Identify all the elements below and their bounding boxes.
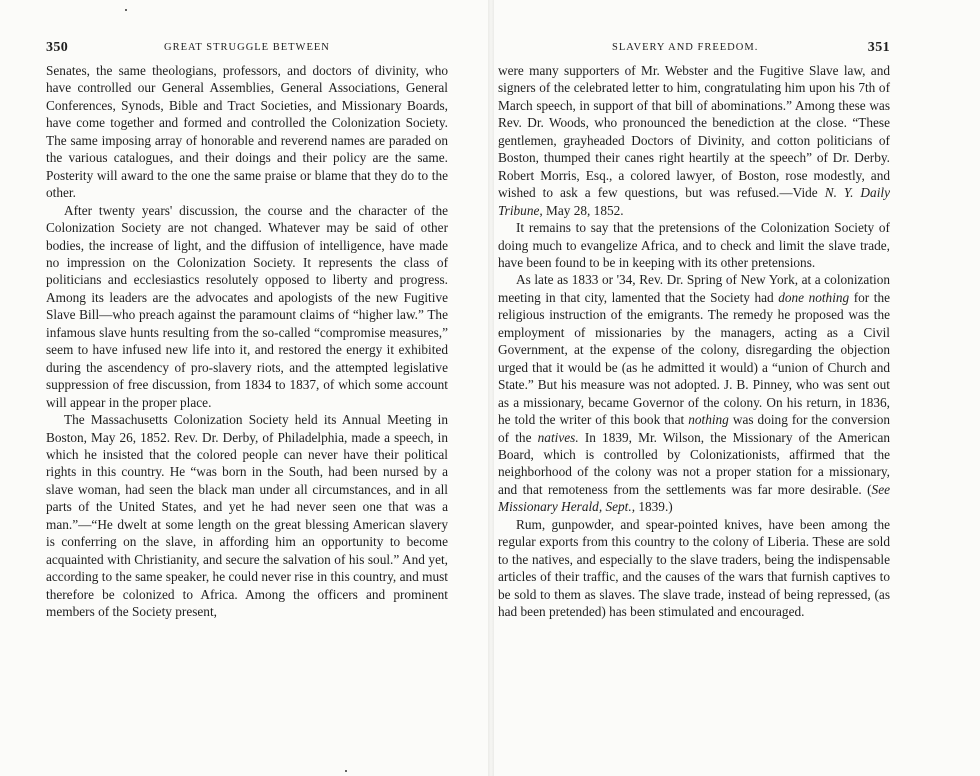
right-running-head: SLAVERY AND FREEDOM. [612,42,759,53]
text-run: In 1839, Mr. Wilson, the Missionary of the American Board, which is controlled by Colonizationists, affirmed that the neighborhood of the colony was not a proper station for a missionary, and that remoteness from the settlements was far more desirable. ( [498,429,890,497]
left-running-head: GREAT STRUGGLE BETWEEN [164,42,330,53]
paragraph [498,271,890,515]
left-page [46,40,448,621]
text-run: As late as 1833 or '34, Rev. Dr. Spring of New York, at a colonization meeting in that city, lamented that the Society had [498,272,890,305]
italic-run: natives. [537,429,579,445]
paragraph: After twenty years' discussion, the course and the character of the Colonization Society are not changed. Whatever may be said of other bodies, the increase of light, and the diffusion of intelligence, have made no impression on the Colonization Society. It represents the class of politicians and ecclesiastics resolutely opposed to liberty and progress. Among its leaders are the advocates and apologists of the new Fugitive Slave Bill—who preach against the paramount claims of “higher law.” The infamous slave hunts resulting from the so-called “compromise measures,” seem to have infused new life into it, and restored the energy it exhibited during the ascendency of pro-slavery riots, and the attempted legislative suppression of free discussion, from 1834 to 1837, of which some account will appear in the proper place. [46,202,448,410]
paragraph [498,516,890,621]
text-run: was doing for the conversion of the [498,412,890,445]
text-run: It remains to say that the pretensions of the Colonization Society of doing much to evangelize Africa, and to check and limit the slave trade, have been found to be in keeping with its other pretensions. [498,220,890,270]
right-page [498,40,890,621]
paragraph: Senates, the same theologians, professors, and doctors of divinity, who have controlled our General Assemblies, General Associations, General Conferences, Synods, Bible and Tract Societies, and Missionary Boards, have come together and formed and controlled the Colonization Society. The same imposing array of honorable and reverend names are paraded on the various catalogues, and their doings and their policy are the same. Posterity will award to the one the same praise or blame that they do to the other. [46,63,448,201]
paragraph: The Massachusetts Colonization Society held its Annual Meeting in Boston, May 26, 1852. Rev. Dr. Derby, of Philadelphia, made a speech, in which he insisted that the colored people can never have their political rights in this country. He “was born in the South, had been nursed by a slave woman, had seen the black man under all circumstances, and in all parts of the United States, and yet he had never seen one that was a man.”—“He dwelt at some length on the great blessing American slavery is conferring on the slave, in affording him an opportunity to become acquainted with Christianity, and secure the salvation of his soul.” And yet, according to the same speaker, he could never rise in this country, and must therefore be colonized to Africa. Among the officers and prominent members of the Society present, [46,412,448,620]
left-page-body [46,62,448,621]
text-run: 1839.) [635,499,673,515]
italic-run: See Missionary Herald, Sept., [498,481,890,515]
text-run: were many supporters of Mr. Webster and the Fugitive Slave law, and signers of the celebrated letter to him, congratulating him upon his 7th of March speech, in support of that bill of abominations.” Among these was Rev. Dr. Woods, who pronounced the benediction at the close. “These gentlemen, grayheaded Doctors of Divinity, and cotton politicians of Boston, thumped their canes right heartily at the speech” of Dr. Derby. Robert Morris, Esq., a colored lawyer, of Boston, rose modestly, and wished to ask a few questions, but was refused.—Vide [498,63,890,201]
left-page-number: 350 [46,40,69,55]
text-run: Rum, gunpowder, and spear-pointed knives, have been among the regular exports from this country to the colony of Liberia. These are sold to the natives, and especially to the slave traders, being the indispensable articles of their traffic, and the causes of the wars that furnish captives to be sold to them as slaves. The slave trade, instead of being repressed, (as had been pretended) has been stimulated and encouraged. [498,516,890,620]
paper-speck [345,770,347,772]
italic-run: done nothing [778,289,850,305]
left-page-header [46,40,448,62]
right-page-number: 351 [867,40,890,55]
italic-run: nothing [688,412,729,428]
paragraph [498,62,890,219]
right-page-body [498,62,890,621]
paragraph [498,219,890,271]
italic-run: N. Y. Daily Tribune, [498,185,890,218]
book-gutter [488,0,494,776]
right-page-header [498,40,890,62]
text-run: May 28, 1852. [542,202,624,218]
text-run: for the religious instruction of the emigrants. The remedy he proposed was the employment of missionaries by the managers, acting as a Civil Government, at the expense of the colony, disregarding the objection urged that it would be (as he admitted it would) a “union of Church and State.” But his measure was not adopted. J. B. Pinney, who was sent out as a missionary, became Governor of the colony. On his return, in 1836, he told the writer of this book that [498,289,890,428]
paper-speck [125,9,127,11]
